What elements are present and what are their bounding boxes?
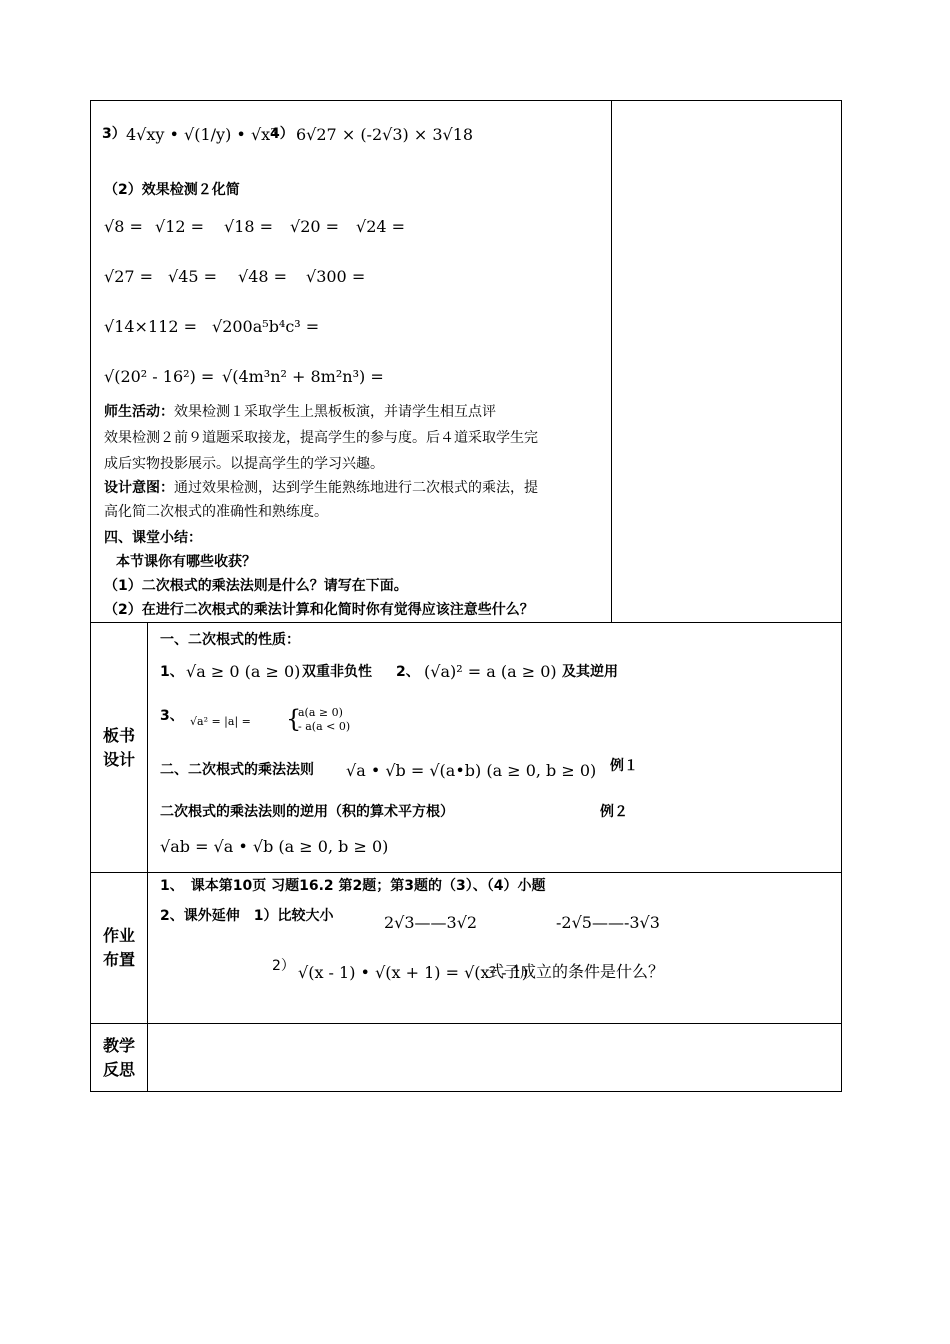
check-2-title: （2）效果检测２化简 <box>104 182 240 198</box>
property-3-case-1: a(a ≥ 0) <box>298 706 343 719</box>
homework-item-3-label: 2） <box>272 958 295 974</box>
simplify-12: √(20² - 16²) = <box>104 367 215 386</box>
summary-title: 四、课堂小结： <box>104 530 202 546</box>
property-3-math: √a² = |a| = <box>190 715 251 728</box>
property-3-number: 3、 <box>160 708 184 724</box>
exercise-3-math: 4√xy • √(1/y) • √x³ <box>126 125 277 144</box>
board-label-2: 设计 <box>102 750 135 769</box>
multiplication-rule-math: √a • √b = √(a•b) (a ≥ 0, b ≥ 0) <box>346 761 597 780</box>
property-3-case-2: - a(a < 0) <box>298 720 351 733</box>
simplify-13: √(4m³n² + 8m²n³) = <box>222 367 384 386</box>
property-1-text: 双重非负性 <box>302 664 372 680</box>
board-label-1: 板书 <box>102 726 135 745</box>
intent-line-2: 高化简二次根式的准确性和熟练度。 <box>104 504 328 520</box>
label-column-divider <box>147 622 148 1092</box>
top-cell-divider <box>611 100 612 622</box>
compare-expression-2: -2√5——-3√3 <box>556 913 660 932</box>
inverse-rule-math: √ab = √a • √b (a ≥ 0, b ≥ 0) <box>160 837 389 856</box>
table-border-bottom <box>90 1091 842 1092</box>
property-2-number: 2、 <box>396 664 420 680</box>
simplify-11: √200a⁵b⁴c³ = <box>212 317 320 336</box>
activity-line-2: 效果检测２前９道题采取接龙，提高学生的参与度。后４道采取学生完 <box>104 430 538 446</box>
homework-item-3-text: 式子成立的条件是什么？ <box>488 962 665 981</box>
property-1-math: √a ≥ 0 (a ≥ 0) <box>186 662 301 681</box>
homework-label-2: 布置 <box>102 950 135 969</box>
intent-label: 设计意图： <box>104 480 174 496</box>
simplify-7: √45 = <box>168 267 218 286</box>
exercise-4-label: 4） <box>270 126 294 142</box>
table-border-top <box>90 100 842 101</box>
property-1-number: 1、 <box>160 664 184 680</box>
board-heading: 一、二次根式的性质： <box>160 632 300 648</box>
example-2-label: 例２ <box>600 804 628 820</box>
simplify-2: √12 = <box>155 217 205 236</box>
homework-item-3-math: √(x - 1) • √(x + 1) = √(x² - 1) <box>298 963 528 982</box>
exercise-3-label: 3） <box>102 126 126 142</box>
piecewise-brace: { <box>286 705 302 733</box>
summary-item-2: （2）在进行二次根式的乘法计算和化简时你有觉得应该注意些什么？ <box>104 602 534 618</box>
row-divider-board <box>90 622 842 623</box>
table-border-right <box>841 100 842 1092</box>
property-2-text: 及其逆用 <box>562 664 618 680</box>
simplify-4: √20 = <box>290 217 340 236</box>
property-2-math: (√a)² = a (a ≥ 0) <box>424 662 557 681</box>
homework-item-1: 1、 课本第10页 习题16.2 第2题；第3题的（3）、（4）小题 <box>160 878 546 894</box>
summary-question: 本节课你有哪些收获？ <box>116 554 256 570</box>
row-divider-homework <box>90 872 842 873</box>
homework-label-1: 作业 <box>102 926 135 945</box>
simplify-8: √48 = <box>238 267 288 286</box>
activity-line-3: 成后实物投影展示。以提高学生的学习兴趣。 <box>104 456 384 472</box>
example-1-label: 例１ <box>610 758 638 774</box>
summary-item-1: （1）二次根式的乘法法则是什么？请写在下面。 <box>104 578 408 594</box>
reflection-label-1: 教学 <box>102 1036 135 1055</box>
simplify-5: √24 = <box>356 217 406 236</box>
simplify-3: √18 = <box>224 217 274 236</box>
simplify-6: √27 = <box>104 267 154 286</box>
exercise-4-math: 6√27 × (-2√3) × 3√18 <box>296 125 474 144</box>
activity-label: 师生活动： <box>104 404 174 420</box>
row-divider-reflection <box>90 1023 842 1024</box>
inverse-rule-text: 二次根式的乘法法则的逆用（积的算术平方根） <box>160 804 454 820</box>
simplify-1: √8 = <box>104 217 143 236</box>
reflection-label-2: 反思 <box>102 1060 135 1079</box>
activity-line-1: 效果检测１采取学生上黑板板演，并请学生相互点评 <box>174 404 496 420</box>
compare-expression-1: 2√3——3√2 <box>384 913 478 932</box>
simplify-10: √14×112 = <box>104 317 197 336</box>
intent-line-1: 通过效果检测，达到学生能熟练地进行二次根式的乘法，提 <box>174 480 538 496</box>
simplify-9: √300 = <box>306 267 366 286</box>
homework-item-2: 2、课外延伸 1）比较大小 <box>160 908 334 924</box>
multiplication-rule-text: 二、二次根式的乘法法则 <box>160 762 314 778</box>
